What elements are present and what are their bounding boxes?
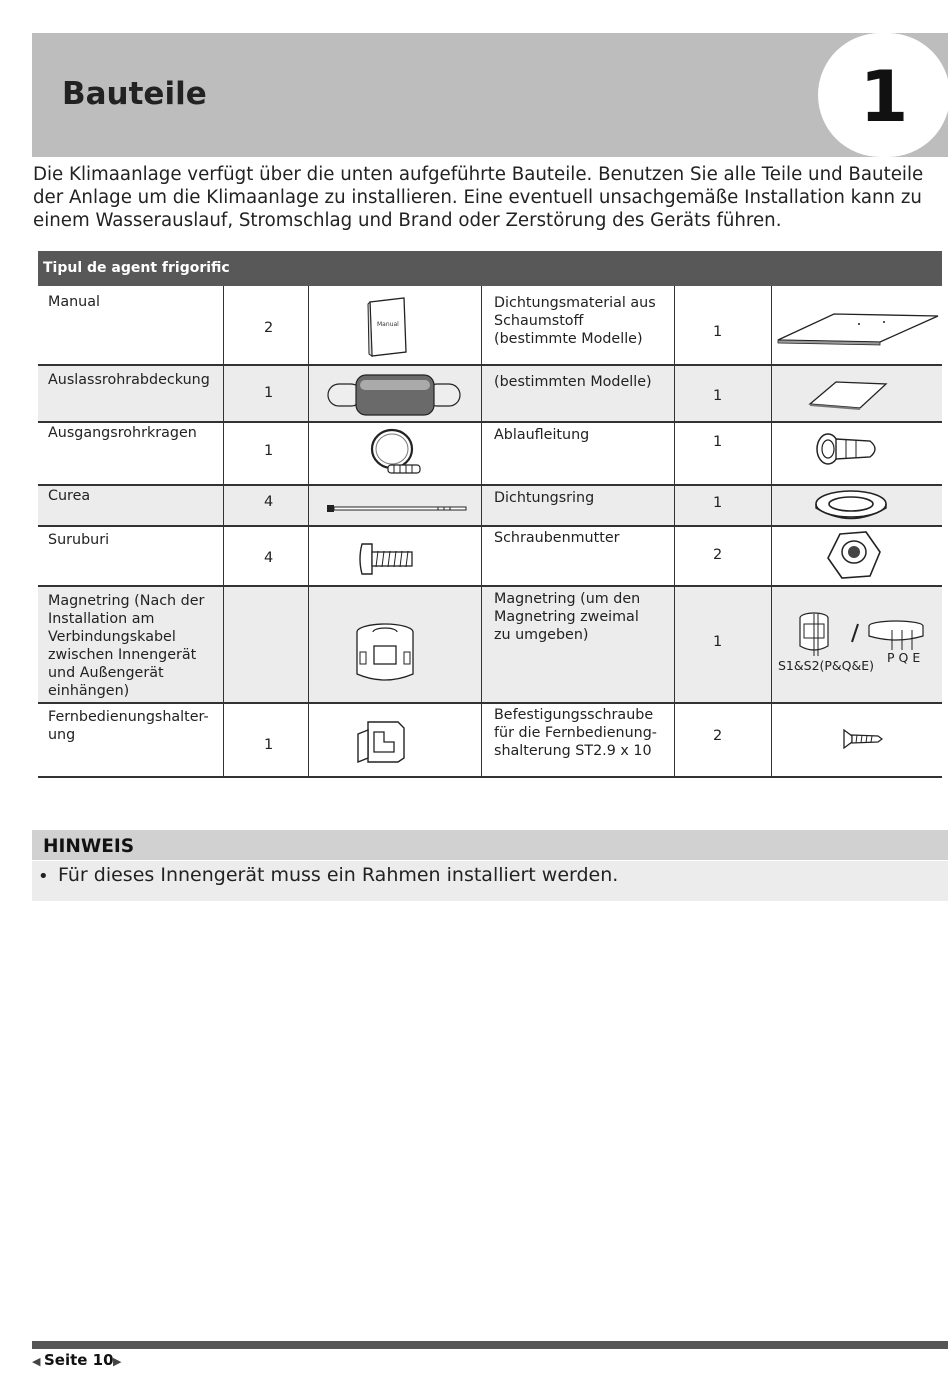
pipe-cover-icon — [326, 372, 462, 418]
column-divider — [481, 286, 482, 778]
part-name: Fernbedienungshalter-ung — [48, 709, 209, 743]
manual-booklet-icon — [364, 296, 412, 358]
svg-text:Manual: Manual — [377, 321, 399, 328]
part-quantity: 1 — [713, 434, 723, 450]
part-name: (bestimmten Modelle) — [494, 374, 652, 390]
part-name: Curea — [48, 488, 91, 504]
note-header — [32, 830, 948, 860]
column-divider — [674, 286, 675, 778]
part-name: Manual — [48, 294, 100, 310]
part-quantity: 1 — [264, 443, 274, 459]
cable-tie-icon — [326, 502, 470, 514]
part-quantity: 1 — [264, 385, 274, 401]
part-quantity: 4 — [264, 494, 274, 510]
page-title: Bauteile — [62, 76, 207, 112]
part-name: Dichtungsmaterial aus Schaumstoff (bestimmte Modelle) — [494, 295, 656, 347]
table-heading: Tipul de agent frigorific — [43, 260, 230, 276]
part-quantity: 4 — [264, 550, 274, 566]
next-page-icon[interactable]: ▶ — [113, 1355, 122, 1368]
part-quantity: 2 — [713, 728, 723, 744]
note-bullet: • — [38, 866, 49, 887]
drain-joint-icon — [814, 429, 884, 469]
foam-sheet-icon — [774, 310, 940, 346]
remote-holder-icon — [354, 718, 410, 766]
page-number: Seite 10 — [44, 1351, 114, 1369]
part-quantity: 1 — [713, 388, 723, 404]
seal-ring-icon — [814, 489, 888, 521]
part-name: Auslassrohrabdeckung — [48, 372, 210, 388]
part-quantity: 1 — [713, 324, 723, 340]
part-name: Ausgangsrohrkragen — [48, 425, 197, 441]
part-name: Dichtungsring — [494, 490, 595, 506]
screw-icon — [358, 540, 416, 578]
footer-bar — [32, 1341, 948, 1349]
part-quantity: 1 — [713, 634, 723, 650]
mounting-screw-icon — [842, 728, 884, 750]
hose-clamp-icon — [366, 425, 426, 481]
part-name: Ablaufleitung — [494, 427, 590, 443]
magnetic-ring-icon — [352, 622, 418, 684]
part-quantity: 1 — [713, 495, 723, 511]
part-quantity: 2 — [264, 320, 274, 336]
part-name: Suruburi — [48, 532, 110, 548]
column-divider — [308, 286, 309, 778]
chapter-number: 1 — [859, 56, 909, 138]
column-divider — [223, 286, 224, 778]
part-name: Schraubenmutter — [494, 530, 620, 546]
column-divider — [771, 286, 772, 778]
previous-page-icon[interactable]: ◀ — [32, 1355, 41, 1368]
part-name: Magnetring (um den Magnetring zweimal zu umgeben) — [494, 591, 641, 643]
part-name: Magnetring (Nach der Installation am Verbindungskabel zwischen Innengerät und Außengerät einhängen) — [48, 593, 205, 699]
part-quantity: 1 — [264, 737, 274, 753]
note-title: HINWEIS — [43, 836, 135, 857]
nut-icon — [826, 530, 882, 582]
pad-icon — [806, 378, 890, 412]
part-quantity: 2 — [713, 547, 723, 563]
magnetic-ring-caption: P Q E — [887, 650, 921, 665]
part-name: Befestigungsschraube für die Fernbedienung-shalterung ST2.9 x 10 — [494, 707, 657, 759]
note-text: Für dieses Innengerät muss ein Rahmen installiert werden. — [58, 864, 619, 886]
intro-paragraph: Die Klimaanlage verfügt über die unten aufgeführte Bauteile. Benutzen Sie alle Teile und Bauteile der Anlage um die Klimaanlage zu installieren. Eine eventuell unsachgemäße Installation kann zu einem Wasserauslauf, Stromschlag und Brand oder Zerstörung des Geräts führen. — [33, 164, 924, 231]
magnetic-ring-caption: S1&S2(P&Q&E) — [778, 658, 875, 673]
